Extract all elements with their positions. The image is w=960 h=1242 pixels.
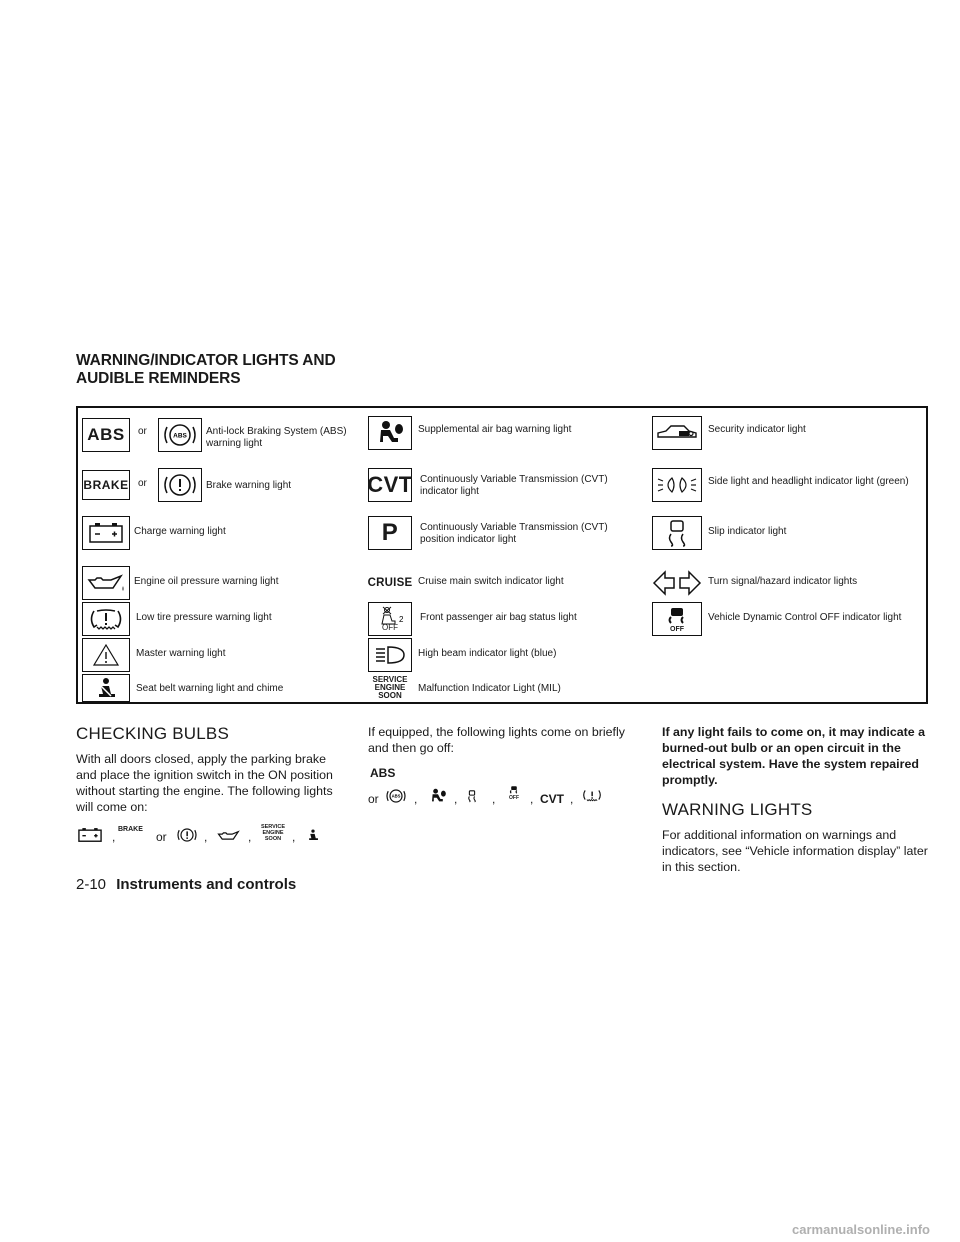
abs-icon: ABS	[82, 418, 130, 452]
battery-icon	[82, 516, 130, 550]
page-footer	[76, 876, 296, 894]
svg-text:ABS: ABS	[173, 432, 187, 440]
mil-label: Malfunction Indicator Light (MIL)	[418, 683, 561, 694]
watermark: carmanualsonline.info	[792, 1222, 930, 1237]
cvt-icon: CVT	[368, 468, 412, 502]
side-headlight-icon	[652, 468, 702, 502]
warning-lights-heading: WARNING LIGHTS	[662, 800, 813, 819]
brief-lights-icon-list: ABS or ABS , , , OFF , CVT ,	[368, 766, 648, 816]
charge-label: Charge warning light	[134, 526, 226, 537]
abs-icon: ABS	[370, 766, 396, 780]
oil-label: Engine oil pressure warning light	[134, 576, 279, 587]
slip-icon	[462, 786, 482, 806]
tire-pressure-icon	[82, 602, 130, 636]
cvt-icon: CVT	[540, 792, 564, 806]
slip-label: Slip indicator light	[708, 526, 787, 537]
page-number: 2-10	[76, 876, 107, 893]
seat-belt-icon	[302, 826, 324, 844]
cruise-icon: CRUISE	[368, 566, 412, 600]
warning-lights-section	[662, 724, 934, 875]
abs-label: Anti-lock Braking System (ABS) warning light	[206, 426, 347, 449]
checking-bulbs-body: With all doors closed, apply the parking brake and place the ignition switch in the ON position without starting the engine. The following lights will come on:	[76, 752, 333, 814]
slip-icon	[652, 516, 702, 550]
master-warning-label: Master warning light	[136, 648, 226, 659]
cvt-position-icon: P	[368, 516, 412, 550]
service-engine-soon-icon: SERVICE ENGINE SOON	[260, 824, 286, 842]
high-beam-label: High beam indicator light (blue)	[418, 648, 557, 659]
battery-icon	[76, 826, 104, 844]
tire-pressure-label: Low tire pressure warning light	[136, 612, 272, 623]
warning-lights-body: For additional information on warnings and indicators, see “Vehicle information display” later in this section.	[662, 828, 928, 874]
passenger-airbag-label: Front passenger air bag status light	[420, 612, 577, 623]
tire-pressure-icon	[580, 786, 604, 804]
brief-lights-section	[368, 724, 636, 756]
vdc-off-icon: OFF	[652, 602, 702, 636]
svg-text:ABS: ABS	[391, 793, 401, 799]
indicator-lights-table	[76, 406, 928, 704]
brake-icon: BRAKE	[82, 470, 130, 500]
turn-signal-icon	[652, 566, 702, 600]
section-title-line-1: WARNING/INDICATOR LIGHTS AND	[76, 352, 336, 369]
chapter-title: Instruments and controls	[116, 876, 297, 893]
security-label: Security indicator light	[708, 424, 806, 435]
seat-belt-label: Seat belt warning light and chime	[136, 683, 284, 694]
checking-bulbs-heading: CHECKING BULBS	[76, 724, 230, 743]
svg-text:2: 2	[399, 615, 404, 624]
bulb-failure-note: If any light fails to come on, it may indicate a burned-out bulb or an open circuit in the electrical system. Have the system repaired promptly.	[662, 725, 926, 787]
oil-can-icon	[214, 828, 244, 844]
airbag-icon	[368, 416, 412, 450]
master-warning-icon	[82, 638, 130, 672]
checking-bulbs-section	[76, 724, 346, 815]
seat-belt-icon	[82, 674, 130, 702]
cruise-label: Cruise main switch indicator light	[418, 576, 564, 587]
or-label: or	[138, 478, 147, 489]
abs-circle-icon	[384, 786, 408, 806]
brake-label: Brake warning light	[206, 480, 292, 491]
section-title-line-2: AUDIBLE REMINDERS	[76, 370, 241, 387]
security-car-icon	[652, 416, 702, 450]
airbag-icon	[426, 786, 450, 806]
vdc-off-icon: OFF	[504, 784, 524, 801]
checking-bulbs-icon-list: , BRAKE or , , SERVICE ENGINE SOON ,	[76, 826, 356, 848]
service-engine-soon-icon: SERVICE ENGINE SOON	[368, 674, 412, 702]
section-title	[76, 352, 336, 388]
brake-icon: BRAKE	[118, 826, 143, 833]
brake-circle-icon	[158, 468, 202, 502]
turn-signal-label: Turn signal/hazard indicator lights	[708, 576, 858, 587]
cvt-label: Continuously Variable Transmission (CVT) indicator light	[420, 474, 608, 497]
abs-circle-icon	[158, 418, 202, 452]
side-light-label: Side light and headlight indicator light (green)	[708, 476, 909, 487]
brake-circle-icon	[174, 826, 200, 844]
oil-can-icon	[82, 566, 130, 600]
brief-lights-body: If equipped, the following lights come on briefly and then go off:	[368, 725, 625, 755]
high-beam-icon	[368, 638, 412, 672]
passenger-airbag-off-icon: 2 OFF	[368, 602, 412, 636]
cvt-position-label: Continuously Variable Transmission (CVT) position indicator light	[420, 522, 608, 545]
airbag-label: Supplemental air bag warning light	[418, 424, 572, 435]
or-label: or	[138, 426, 147, 437]
vdc-off-label: Vehicle Dynamic Control OFF indicator light	[708, 612, 902, 623]
